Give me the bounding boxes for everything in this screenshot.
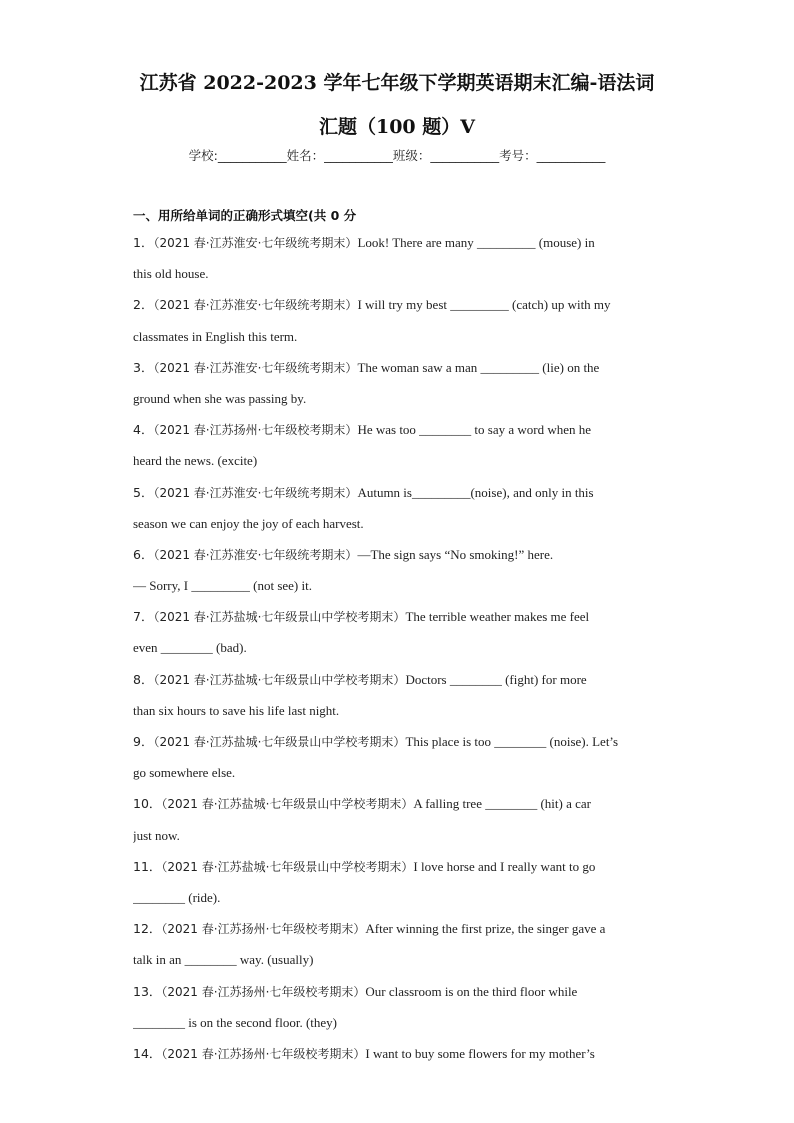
question-line-continued: talk in an ________ way. (usually) [133, 952, 314, 968]
question-number: 13． [133, 983, 162, 999]
question-number: 14． [133, 1045, 162, 1061]
question-line [133, 857, 663, 888]
question-number: 6． [133, 546, 154, 562]
question-line-continued: — Sorry, I _________ (not see) it. [133, 578, 312, 594]
question-source: （2021 春·江苏扬州·七年级校考期末） [161, 984, 366, 999]
question-text: Our classroom is on the third floor while [365, 983, 578, 999]
question-line [133, 545, 663, 576]
question-item [133, 732, 663, 794]
question-list [133, 233, 663, 1075]
question-text: I want to buy some flowers for my mother’s [365, 1045, 595, 1061]
question-item [133, 857, 663, 919]
question-line-continued: ground when she was passing by. [133, 390, 307, 406]
question-line-continued: even ________ (bad). [133, 640, 247, 656]
question-text: Autumn is_________(noise), and only in this [357, 484, 594, 500]
question-line-continued: ________ (ride). [133, 889, 221, 905]
student-info-line: 学校:___________姓名：___________班级：___________考号：___________ [188, 148, 606, 163]
question-line [133, 420, 663, 451]
question-item [133, 982, 663, 1044]
question-source: （2021 春·江苏盐城·七年级景山中学校考期末） [153, 735, 406, 749]
question-line [133, 919, 663, 950]
question-line-continued: season we can enjoy the joy of each harvest. [133, 515, 364, 531]
question-number: 9． [133, 734, 154, 749]
question-line [133, 982, 663, 1013]
question-source: （2021 春·江苏盐城·七年级景山中学校考期末） [153, 610, 406, 625]
question-line-continued: than six hours to save his life last night. [133, 702, 340, 718]
question-source: （2021 春·江苏盐城·七年级景山中学校考期末） [161, 797, 414, 812]
question-line [133, 794, 663, 825]
question-source: （2021 春·江苏淮安·七年级统考期末） [153, 485, 358, 500]
question-item [133, 607, 663, 669]
question-source: （2021 春·江苏扬州·七年级校考期末） [161, 922, 366, 937]
question-source: （2021 春·江苏淮安·七年级统考期末） [153, 360, 358, 375]
question-item [133, 670, 663, 732]
question-text: I will try my best _________ (catch) up with my [357, 297, 611, 313]
question-line [133, 358, 663, 389]
question-text: Look! There are many _________ (mouse) in [357, 235, 595, 250]
question-source: （2021 春·江苏淮安·七年级统考期末） [153, 547, 358, 562]
question-line [133, 607, 663, 638]
question-text: The woman saw a man _________ (lie) on the [357, 359, 600, 375]
question-line-continued: classmates in English this term. [133, 328, 298, 344]
question-source: （2021 春·江苏淮安·七年级统考期末） [153, 298, 358, 313]
question-text: Doctors ________ (fight) for more [405, 671, 587, 687]
question-text: He was too ________ to say a word when he [357, 422, 592, 438]
question-item [133, 919, 663, 981]
question-line-continued: ________ is on the second floor. (they) [133, 1014, 337, 1030]
question-item [133, 483, 663, 545]
question-line [133, 1044, 663, 1075]
question-text: —The sign says “No smoking!” here. [357, 546, 554, 562]
question-item [133, 545, 663, 607]
question-line [133, 483, 663, 514]
question-source: （2021 春·江苏扬州·七年级校考期末） [153, 423, 358, 438]
question-text: This place is too ________ (noise). Let’s [405, 734, 619, 749]
question-text: The terrible weather makes me feel [405, 609, 590, 625]
question-source: （2021 春·江苏盐城·七年级景山中学校考期末） [161, 859, 414, 874]
question-item [133, 295, 663, 357]
question-item [133, 233, 663, 295]
question-line-continued: this old house. [133, 266, 209, 282]
question-line-continued: just now. [133, 827, 180, 843]
question-number: 4． [133, 422, 154, 438]
page-title-line2: 汇题（100 题）V [318, 116, 476, 138]
question-number: 5． [133, 484, 154, 500]
question-line-continued: heard the news. (excite) [133, 453, 258, 469]
question-number: 2． [133, 297, 154, 313]
question-number: 8． [133, 671, 154, 687]
question-item [133, 420, 663, 482]
question-item [133, 794, 663, 856]
question-number: 1． [133, 235, 154, 250]
question-line [133, 732, 663, 763]
page-title-line1: 江苏省 2022-2023 学年七年级下学期英语期末汇编-语法词 [139, 72, 655, 94]
section-heading: 一、用所给单词的正确形式填空(共 0 分 [133, 208, 357, 223]
question-number: 11． [133, 858, 162, 874]
question-source: （2021 春·江苏扬州·七年级校考期末） [161, 1046, 366, 1061]
question-text: A falling tree ________ (hit) a car [413, 796, 591, 812]
question-line [133, 670, 663, 701]
question-line [133, 295, 663, 326]
question-number: 3． [133, 359, 154, 375]
question-number: 7． [133, 609, 154, 625]
question-source: （2021 春·江苏淮安·七年级统考期末） [153, 236, 358, 250]
question-line [133, 233, 663, 264]
question-item [133, 1044, 663, 1075]
question-number: 12． [133, 921, 162, 937]
question-line-continued: go somewhere else. [133, 765, 236, 781]
question-text: I love horse and I really want to go [413, 858, 596, 874]
question-source: （2021 春·江苏盐城·七年级景山中学校考期末） [153, 672, 406, 687]
question-item [133, 358, 663, 420]
question-text: After winning the first prize, the singer gave a [365, 921, 606, 937]
question-number: 10． [133, 796, 162, 812]
